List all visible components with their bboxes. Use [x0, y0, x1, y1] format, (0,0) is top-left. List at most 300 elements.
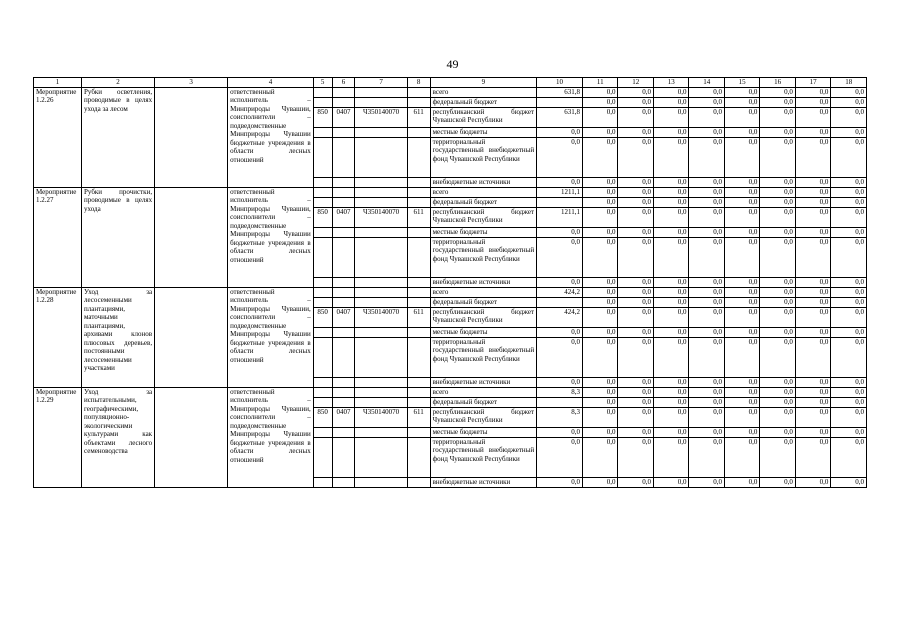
header-row [34, 78, 867, 88]
value-cell: 0,0 [795, 187, 830, 197]
expense-type-code: 611 [407, 107, 430, 127]
value-cell: 0,0 [760, 287, 795, 297]
column-header: 3 [155, 78, 228, 88]
event-name: Рубки осветления, проводимые в целях ухода за лесом [82, 87, 155, 187]
value-cell: 0,0 [583, 407, 618, 427]
value-cell: 0,0 [724, 407, 759, 427]
section-code [332, 477, 355, 487]
funding-source: территориальный государственный внебюджетный фонд Чувашской Республики [430, 437, 536, 477]
value-cell: 0,0 [537, 177, 583, 187]
column-header: 8 [407, 78, 430, 88]
value-cell: 0,0 [583, 227, 618, 237]
value-cell: 0,0 [831, 397, 867, 407]
event-code: Мероприятие 1.2.27 [34, 187, 82, 287]
value-cell: 0,0 [831, 207, 867, 227]
value-cell: 0,0 [618, 197, 653, 207]
expense-type-code [407, 237, 430, 277]
funding-source: всего [430, 387, 536, 397]
expense-type-code [407, 427, 430, 437]
page-number: 49 [446, 57, 459, 71]
section-code: 0407 [332, 407, 355, 427]
value-cell: 0,0 [618, 107, 653, 127]
value-cell: 0,0 [760, 337, 795, 377]
value-cell: 0,0 [537, 277, 583, 287]
expense-type-code [407, 387, 430, 397]
value-cell: 0,0 [724, 207, 759, 227]
value-cell: 0,0 [724, 237, 759, 277]
expense-type-code [407, 287, 430, 297]
event-code: Мероприятие 1.2.28 [34, 287, 82, 387]
value-cell: 0,0 [760, 207, 795, 227]
value-cell: 0,0 [831, 297, 867, 307]
grbs-code [313, 297, 332, 307]
value-cell: 0,0 [724, 127, 759, 137]
column-header: 13 [653, 78, 688, 88]
value-cell: 0,0 [653, 407, 688, 427]
value-cell: 424,2 [537, 307, 583, 327]
value-cell: 0,0 [583, 297, 618, 307]
target-article-code [355, 337, 407, 377]
section-code [332, 277, 355, 287]
funding-source: внебюджетные источники [430, 177, 536, 187]
value-cell: 0,0 [653, 307, 688, 327]
target-article-code: Ч350140070 [355, 407, 407, 427]
value-cell: 0,0 [760, 427, 795, 437]
value-cell: 0,0 [618, 127, 653, 137]
event-empty-cell [155, 387, 228, 487]
funding-source: всего [430, 187, 536, 197]
value-cell: 0,0 [618, 177, 653, 187]
grbs-code [313, 437, 332, 477]
target-article-code [355, 127, 407, 137]
value-cell: 0,0 [795, 287, 830, 297]
value-cell: 0,0 [724, 107, 759, 127]
event-name: Рубки прочистки, проводимые в целях ухода [82, 187, 155, 287]
grbs-code [313, 87, 332, 97]
value-cell: 0,0 [795, 477, 830, 487]
value-cell: 0,0 [583, 327, 618, 337]
event-name: Уход за испытательными, географическими, популяционно-экологическими культурами как объектами лесного семеноводства [82, 387, 155, 487]
value-cell: 0,0 [760, 107, 795, 127]
value-cell: 0,0 [537, 477, 583, 487]
value-cell: 0,0 [795, 97, 830, 107]
value-cell: 0,0 [831, 97, 867, 107]
section-code [332, 427, 355, 437]
funding-source: федеральный бюджет [430, 97, 536, 107]
grbs-code [313, 287, 332, 297]
funding-source: федеральный бюджет [430, 197, 536, 207]
value-cell: 0,0 [795, 107, 830, 127]
expense-type-code: 611 [407, 407, 430, 427]
expense-type-code [407, 127, 430, 137]
value-cell: 0,0 [831, 387, 867, 397]
value-cell: 0,0 [724, 427, 759, 437]
value-cell: 0,0 [583, 207, 618, 227]
value-cell: 0,0 [618, 137, 653, 177]
table-row [34, 387, 867, 397]
target-article-code [355, 287, 407, 297]
column-header: 15 [724, 78, 759, 88]
funding-source: территориальный государственный внебюджетный фонд Чувашской Республики [430, 137, 536, 177]
value-cell: 0,0 [653, 437, 688, 477]
value-cell: 0,0 [795, 337, 830, 377]
value-cell: 0,0 [689, 237, 724, 277]
value-cell: 0,0 [583, 197, 618, 207]
section-code [332, 227, 355, 237]
value-cell: 0,0 [831, 177, 867, 187]
value-cell: 0,0 [831, 187, 867, 197]
funding-source: внебюджетные источники [430, 277, 536, 287]
column-header: 9 [430, 78, 536, 88]
value-cell: 0,0 [583, 107, 618, 127]
funding-source: местные бюджеты [430, 427, 536, 437]
target-article-code [355, 377, 407, 387]
value-cell: 0,0 [760, 277, 795, 287]
value-cell: 0,0 [583, 437, 618, 477]
grbs-code [313, 397, 332, 407]
section-code [332, 377, 355, 387]
funding-source: федеральный бюджет [430, 297, 536, 307]
value-cell: 0,0 [795, 407, 830, 427]
column-header: 7 [355, 78, 407, 88]
value-cell: 0,0 [724, 177, 759, 187]
value-cell: 0,0 [583, 337, 618, 377]
value-cell: 0,0 [618, 387, 653, 397]
value-cell: 0,0 [653, 97, 688, 107]
value-cell: 0,0 [831, 377, 867, 387]
column-header: 18 [831, 78, 867, 88]
value-cell: 0,0 [724, 287, 759, 297]
section-code: 0407 [332, 107, 355, 127]
value-cell: 0,0 [653, 137, 688, 177]
value-cell: 0,0 [689, 137, 724, 177]
expense-type-code [407, 277, 430, 287]
value-cell: 0,0 [724, 397, 759, 407]
value-cell: 0,0 [618, 87, 653, 97]
value-cell: 0,0 [583, 127, 618, 137]
section-code [332, 437, 355, 477]
section-code [332, 387, 355, 397]
column-header: 10 [537, 78, 583, 88]
table-row [34, 187, 867, 197]
value-cell: 0,0 [760, 377, 795, 387]
target-article-code [355, 387, 407, 397]
value-cell: 0,0 [831, 427, 867, 437]
target-article-code [355, 97, 407, 107]
section-code [332, 237, 355, 277]
value-cell: 0,0 [653, 207, 688, 227]
value-cell: 0,0 [689, 207, 724, 227]
value-cell: 0,0 [831, 237, 867, 277]
value-cell: 0,0 [689, 307, 724, 327]
value-cell: 0,0 [689, 427, 724, 437]
table-row [34, 87, 867, 97]
grbs-code [313, 337, 332, 377]
value-cell: 0,0 [831, 407, 867, 427]
value-cell [537, 397, 583, 407]
target-article-code [355, 397, 407, 407]
funding-source: территориальный государственный внебюджетный фонд Чувашской Республики [430, 337, 536, 377]
target-article-code [355, 137, 407, 177]
value-cell: 0,0 [653, 337, 688, 377]
target-article-code: Ч350140070 [355, 107, 407, 127]
value-cell: 0,0 [795, 177, 830, 187]
grbs-code [313, 177, 332, 187]
value-cell: 0,0 [537, 127, 583, 137]
funding-source: местные бюджеты [430, 227, 536, 237]
value-cell: 0,0 [618, 407, 653, 427]
grbs-code [313, 387, 332, 397]
value-cell: 0,0 [689, 297, 724, 307]
value-cell: 0,0 [653, 287, 688, 297]
value-cell: 0,0 [537, 427, 583, 437]
value-cell: 0,0 [583, 307, 618, 327]
value-cell: 0,0 [689, 227, 724, 237]
target-article-code [355, 427, 407, 437]
value-cell: 0,0 [760, 437, 795, 477]
target-article-code [355, 227, 407, 237]
value-cell: 0,0 [689, 97, 724, 107]
expense-type-code [407, 437, 430, 477]
value-cell: 0,0 [583, 187, 618, 197]
funding-source: всего [430, 287, 536, 297]
value-cell: 0,0 [618, 377, 653, 387]
expense-type-code [407, 327, 430, 337]
value-cell: 0,0 [618, 427, 653, 437]
expense-type-code [407, 177, 430, 187]
value-cell: 0,0 [653, 237, 688, 277]
value-cell: 0,0 [653, 177, 688, 187]
table-row [34, 287, 867, 297]
value-cell: 0,0 [618, 187, 653, 197]
grbs-code: 850 [313, 307, 332, 327]
section-code [332, 127, 355, 137]
value-cell: 0,0 [724, 327, 759, 337]
value-cell: 0,0 [795, 387, 830, 397]
value-cell: 0,0 [689, 187, 724, 197]
grbs-code [313, 127, 332, 137]
expense-type-code [407, 227, 430, 237]
value-cell: 0,0 [653, 197, 688, 207]
value-cell: 0,0 [583, 137, 618, 177]
value-cell: 0,0 [760, 397, 795, 407]
value-cell: 0,0 [831, 327, 867, 337]
value-cell: 0,0 [724, 337, 759, 377]
value-cell: 0,0 [653, 427, 688, 437]
value-cell: 0,0 [583, 97, 618, 107]
value-cell: 0,0 [795, 227, 830, 237]
grbs-code: 850 [313, 107, 332, 127]
value-cell: 0,0 [831, 137, 867, 177]
value-cell: 0,0 [760, 127, 795, 137]
value-cell: 0,0 [689, 197, 724, 207]
column-header: 6 [332, 78, 355, 88]
value-cell: 0,0 [618, 297, 653, 307]
value-cell: 0,0 [537, 237, 583, 277]
value-cell: 0,0 [618, 327, 653, 337]
section-code [332, 297, 355, 307]
expense-type-code [407, 87, 430, 97]
value-cell: 0,0 [795, 197, 830, 207]
value-cell: 0,0 [537, 227, 583, 237]
event-executor: ответственный исполнитель – Минприроды Чувашии, соисполнители – подведомственные Минприроды Чувашии бюджетные учреждения в области лесных отношений [228, 187, 314, 287]
value-cell: 0,0 [653, 387, 688, 397]
value-cell: 0,0 [618, 397, 653, 407]
value-cell: 0,0 [653, 297, 688, 307]
target-article-code [355, 277, 407, 287]
section-code [332, 397, 355, 407]
value-cell: 0,0 [724, 437, 759, 477]
value-cell: 0,0 [583, 237, 618, 277]
grbs-code [313, 377, 332, 387]
value-cell: 0,0 [689, 437, 724, 477]
funding-source: внебюджетные источники [430, 477, 536, 487]
grbs-code [313, 227, 332, 237]
value-cell [537, 197, 583, 207]
section-code [332, 287, 355, 297]
value-cell: 0,0 [583, 397, 618, 407]
grbs-code [313, 137, 332, 177]
column-header: 5 [313, 78, 332, 88]
event-executor: ответственный исполнитель – Минприроды Чувашии, соисполнители – подведомственные Минприроды Чувашии бюджетные учреждения в области лесных отношений [228, 387, 314, 487]
value-cell: 1211,1 [537, 207, 583, 227]
grbs-code [313, 327, 332, 337]
expense-type-code: 611 [407, 307, 430, 327]
expense-type-code [407, 97, 430, 107]
value-cell: 0,0 [653, 327, 688, 337]
table-body [34, 87, 867, 487]
value-cell: 0,0 [724, 377, 759, 387]
target-article-code: Ч350140070 [355, 307, 407, 327]
value-cell: 0,0 [689, 407, 724, 427]
funding-source: республиканский бюджет Чувашской Республики [430, 407, 536, 427]
value-cell: 631,8 [537, 107, 583, 127]
value-cell: 0,0 [537, 137, 583, 177]
value-cell: 0,0 [760, 97, 795, 107]
value-cell: 0,0 [831, 477, 867, 487]
value-cell: 0,0 [831, 127, 867, 137]
value-cell: 0,0 [583, 377, 618, 387]
value-cell: 0,0 [795, 237, 830, 277]
value-cell: 0,0 [724, 197, 759, 207]
value-cell: 0,0 [795, 307, 830, 327]
value-cell: 8,3 [537, 407, 583, 427]
funding-source: федеральный бюджет [430, 397, 536, 407]
value-cell: 0,0 [724, 137, 759, 177]
value-cell: 0,0 [831, 197, 867, 207]
value-cell: 0,0 [653, 377, 688, 387]
value-cell: 1211,1 [537, 187, 583, 197]
value-cell: 0,0 [537, 437, 583, 477]
value-cell: 0,0 [618, 307, 653, 327]
value-cell: 0,0 [689, 387, 724, 397]
target-article-code [355, 477, 407, 487]
value-cell: 0,0 [795, 207, 830, 227]
event-name: Уход за лесосеменными плантациями, маточными плантациями, архивами клонов плюсовых деревьев, постоянными лесосеменными участками [82, 287, 155, 387]
value-cell: 0,0 [689, 337, 724, 377]
target-article-code [355, 297, 407, 307]
value-cell: 0,0 [618, 277, 653, 287]
value-cell: 0,0 [618, 237, 653, 277]
value-cell [537, 97, 583, 107]
grbs-code [313, 237, 332, 277]
value-cell: 0,0 [760, 387, 795, 397]
value-cell: 0,0 [653, 87, 688, 97]
event-code: Мероприятие 1.2.29 [34, 387, 82, 487]
column-header: 17 [795, 78, 830, 88]
value-cell: 0,0 [795, 87, 830, 97]
event-code: Мероприятие 1.2.26 [34, 87, 82, 187]
value-cell: 0,0 [795, 297, 830, 307]
value-cell: 0,0 [795, 137, 830, 177]
value-cell: 0,0 [795, 377, 830, 387]
value-cell: 631,8 [537, 87, 583, 97]
value-cell: 0,0 [689, 127, 724, 137]
value-cell: 0,0 [760, 177, 795, 187]
value-cell: 0,0 [689, 87, 724, 97]
target-article-code [355, 237, 407, 277]
funding-source: местные бюджеты [430, 327, 536, 337]
grbs-code [313, 97, 332, 107]
value-cell: 0,0 [618, 437, 653, 477]
funding-source: республиканский бюджет Чувашской Республики [430, 207, 536, 227]
value-cell: 0,0 [689, 327, 724, 337]
expense-type-code: 611 [407, 207, 430, 227]
value-cell: 0,0 [653, 227, 688, 237]
value-cell: 0,0 [795, 427, 830, 437]
expense-type-code [407, 187, 430, 197]
funding-source: внебюджетные источники [430, 377, 536, 387]
value-cell: 0,0 [760, 87, 795, 97]
grbs-code [313, 277, 332, 287]
column-header: 1 [34, 78, 82, 88]
value-cell: 0,0 [724, 297, 759, 307]
value-cell: 0,0 [618, 227, 653, 237]
value-cell: 0,0 [583, 427, 618, 437]
value-cell: 0,0 [583, 387, 618, 397]
value-cell: 0,0 [724, 277, 759, 287]
value-cell: 0,0 [795, 327, 830, 337]
value-cell: 0,0 [537, 377, 583, 387]
value-cell: 0,0 [724, 87, 759, 97]
value-cell: 0,0 [618, 97, 653, 107]
value-cell: 0,0 [760, 187, 795, 197]
section-code [332, 137, 355, 177]
expense-type-code [407, 297, 430, 307]
value-cell: 0,0 [689, 397, 724, 407]
grbs-code: 850 [313, 407, 332, 427]
value-cell: 0,0 [583, 87, 618, 97]
target-article-code [355, 177, 407, 187]
value-cell: 0,0 [724, 187, 759, 197]
value-cell: 0,0 [831, 437, 867, 477]
event-empty-cell [155, 87, 228, 187]
value-cell: 0,0 [760, 227, 795, 237]
section-code [332, 197, 355, 207]
value-cell: 0,0 [760, 307, 795, 327]
section-code [332, 97, 355, 107]
value-cell: 0,0 [795, 277, 830, 287]
value-cell: 0,0 [583, 177, 618, 187]
value-cell [537, 297, 583, 307]
budget-table [33, 77, 867, 488]
funding-source: республиканский бюджет Чувашской Республики [430, 307, 536, 327]
value-cell: 0,0 [831, 277, 867, 287]
value-cell: 0,0 [653, 107, 688, 127]
value-cell: 0,0 [583, 477, 618, 487]
section-code: 0407 [332, 207, 355, 227]
grbs-code [313, 197, 332, 207]
